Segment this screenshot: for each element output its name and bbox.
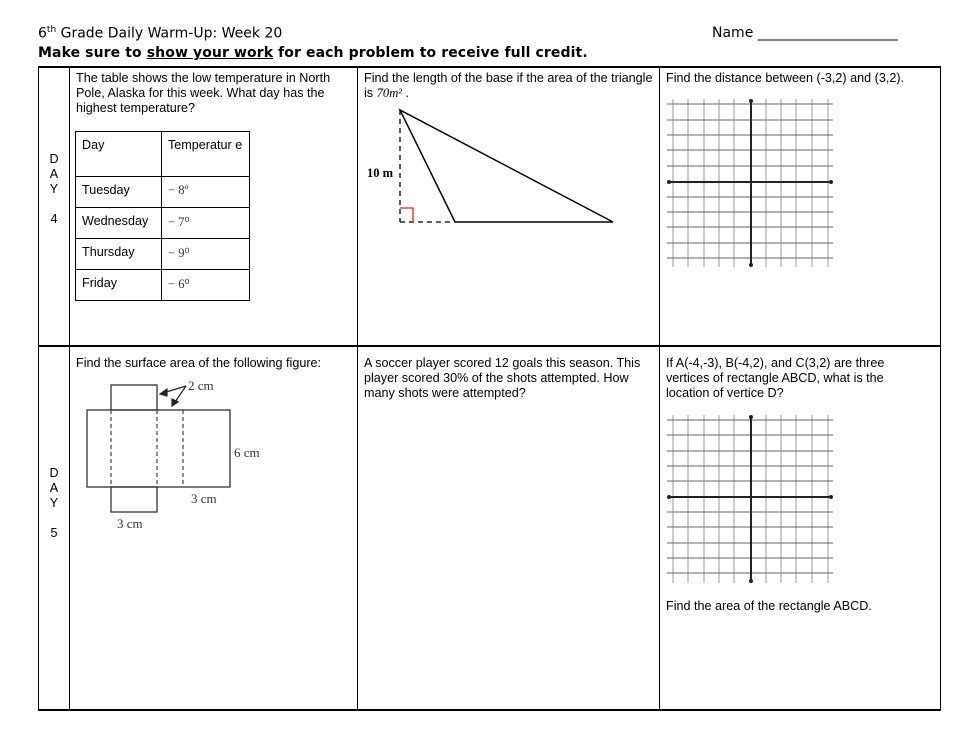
- problem-rectangle-text: If A(-4,-3), B(-4,2), and C(3,2) are three vertices of rectangle ABCD, what is the location of vertice D?: [666, 356, 885, 400]
- problem-distance-text: Find the distance between (-3,2) and (3,2).: [666, 71, 905, 85]
- problem-rectangle-area-text: Find the area of the rectangle ABCD.: [666, 599, 872, 613]
- day-letter: D: [49, 466, 59, 480]
- problem-surface-area-text: Find the surface area of the following figure:: [76, 356, 322, 370]
- table-cell-temp: − 6⁰: [162, 270, 250, 301]
- day-letter: A: [49, 481, 59, 495]
- instructions-emphasis: show your work: [146, 45, 274, 61]
- instructions-post: for each problem to receive full credit.: [273, 45, 588, 61]
- day-number: 5: [50, 526, 58, 540]
- day-letter: D: [49, 152, 59, 166]
- grade-suffix: th: [46, 25, 57, 35]
- instructions-pre: Make sure to: [38, 45, 147, 61]
- table-cell-day: Thursday: [76, 239, 162, 270]
- triangle-text-pre: Find the length of the base if the area of the triangle is: [364, 71, 653, 100]
- table-cell-day: Tuesday: [76, 177, 162, 208]
- problem-soccer-text: A soccer player scored 12 goals this season. This player scored 30% of the shots attempted. How many shots were attempted?: [364, 356, 641, 400]
- table-cell-temp: − 7⁰: [162, 208, 250, 239]
- table-header-day: Day: [76, 132, 162, 177]
- grade-number: 6: [38, 25, 47, 42]
- coordinate-grid-2[interactable]: [667, 415, 835, 583]
- triangle-text-post: .: [402, 86, 410, 100]
- table-header-temperature: Temperatur e: [162, 132, 250, 177]
- net-label-depth: 2 cm: [188, 378, 214, 393]
- table-cell-temp: − 9⁰: [162, 239, 250, 270]
- net-label-height: 6 cm: [234, 445, 260, 460]
- net-label-width: 3 cm: [191, 491, 217, 506]
- day-letter: Y: [49, 182, 59, 196]
- table-cell-day: Friday: [76, 270, 162, 301]
- problem-temperature-text: The table shows the low temperature in North Pole, Alaska for this week. What day has the highest temperature?: [76, 71, 331, 115]
- day-number: 4: [50, 212, 58, 226]
- day-letter: A: [49, 167, 59, 181]
- triangle-height-label: 10 m: [367, 166, 394, 180]
- table-cell-temp: − 8º: [162, 177, 250, 208]
- table-cell-day: Wednesday: [76, 208, 162, 239]
- name-field[interactable]: Name ____________________: [712, 25, 898, 41]
- triangle-area-value: 70m²: [376, 86, 403, 100]
- title-text: Grade Daily Warm-Up: Week 20: [56, 25, 283, 42]
- day-letter: Y: [49, 496, 59, 510]
- net-label-flap-width: 3 cm: [117, 516, 143, 531]
